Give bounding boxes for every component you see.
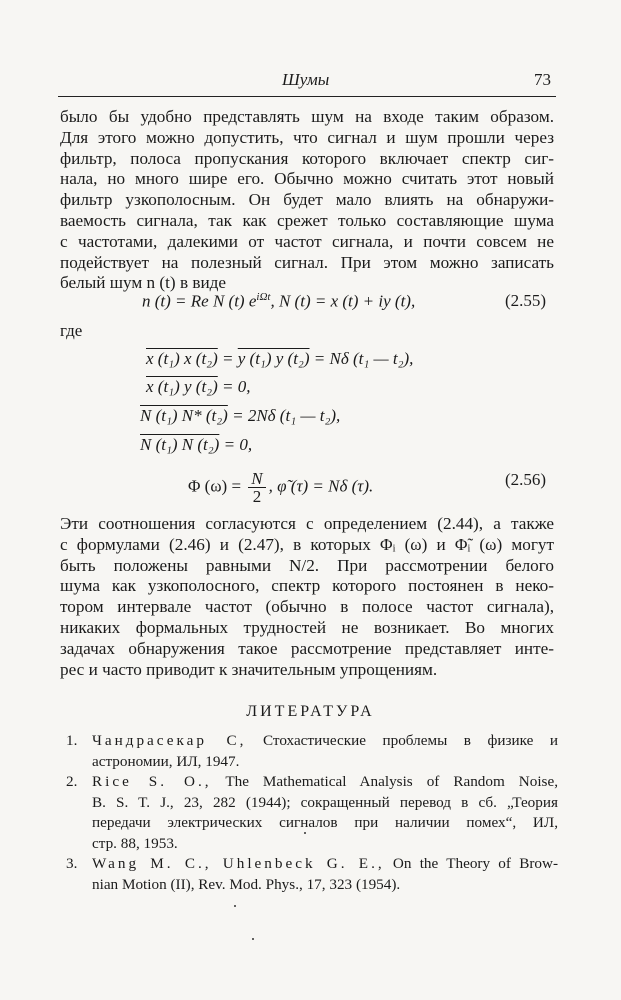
text-line: фильтр узкополосным. Он будет мало влиять на обнаружи- [60, 190, 554, 210]
literature-heading: ЛИТЕРАТУРА [246, 703, 375, 720]
equation-2-55: n (t) = Re N (t) $e^{i\Omega t}$, N (t) = x (t) + iy (t), [142, 291, 416, 311]
reference-item: 3. Wang M. C., Uhlenbeck G. E., On the Theory of Brow- nian Motion (II), Rev. Mod. Phys., 17, 323 (1954). [66, 855, 558, 893]
equation-2-56-line2: x (t₁) y (t₂) = 0, [146, 377, 251, 396]
equation-2-56-line1: x (t₁) x (t₂) = y (t₁) y (t₂) = Nδ (t₁ — t₂), [146, 349, 414, 368]
text-line: тором интервале частот (обычно в полосе частот сигнала), [60, 597, 554, 617]
equation-2-56-line4: N (t₁) N (t₂) = 0, [140, 435, 253, 454]
reference-item: 1. Чандрасекар С, Стохастические проблемы в физике и астрономии, ИЛ, 1947. [66, 732, 559, 770]
text-line: Для этого можно допустить, что сигнал и шум прошли через [60, 127, 554, 147]
header-rule [58, 96, 556, 97]
equation-2-56-line5: Φ (ω) = $\frac{N}{2}$ , φ̃ (τ) = Nδ (τ). [188, 469, 374, 506]
reference-item: 2. Rice S. O., The Mathematical Analysis of Random Noise, B. S. T. J., 23, 282 (1944); сокращенный перевод в сб. „Теория передачи электрических сигналов при наличии помех“, ИЛ, стр. 88, 1953. [66, 773, 559, 852]
print-speck [252, 938, 254, 940]
text-line: нала, но много шире его. Обычно можно считать этот новый [60, 169, 554, 189]
text-line: подействует на полезный сигнал. При этом можно записать [60, 252, 554, 272]
text-line: было бы удобно представлять шум на входе таким образом. [60, 107, 554, 126]
print-speck [304, 832, 306, 834]
reference-author: Rice S. O., [92, 773, 212, 790]
text-line: с формулами (2.46) и (2.47), в которых Φᵢ (ω) и Φ̃ᵢ (ω) могут [60, 534, 554, 554]
page-number: 73 [534, 70, 551, 89]
equation-number-2-55: (2.55) [505, 291, 547, 310]
text-line: с частотами, далекими от частот сигнала, и почти совсем не [60, 231, 554, 251]
reference-author: Чандрасекар С, [92, 732, 247, 749]
text-line: задачах обнаружения такое рассмотрение представляет инте- [60, 638, 554, 658]
reference-author: Wang M. C., Uhlenbeck G. E., [92, 855, 385, 872]
running-header-title: Шумы [282, 70, 330, 89]
text-line: быть положены равными N/2. При рассмотрении белого [60, 555, 554, 575]
text-line: никаких формальных трудностей не возникает. Во многих [60, 617, 554, 637]
print-speck [234, 905, 236, 907]
text-line: Эти соотношения согласуются с определением (2.44), а также [60, 514, 554, 533]
word-gde: где [60, 321, 83, 340]
text-line: рес и часто приводит к значительным упрощениям. [60, 659, 438, 679]
paragraph-1 [60, 107, 554, 294]
equation-2-56-line3: N (t₁) N* (t₂) = 2Nδ (t₁ — t₂), [140, 406, 341, 425]
text-line: ваемость сигнала, так как срежет только составляющие шума [60, 210, 554, 230]
reference-list [66, 731, 558, 895]
text-line: фильтр, полоса пропускания которого включает спектр сиг- [60, 148, 554, 168]
equation-number-2-56: (2.56) [505, 470, 547, 489]
text-line: шума как узкополосного, спектр которого постоянен в неко- [60, 576, 554, 596]
text-line: белый шум n (t) в виде [60, 273, 227, 293]
paragraph-2 [60, 514, 554, 680]
